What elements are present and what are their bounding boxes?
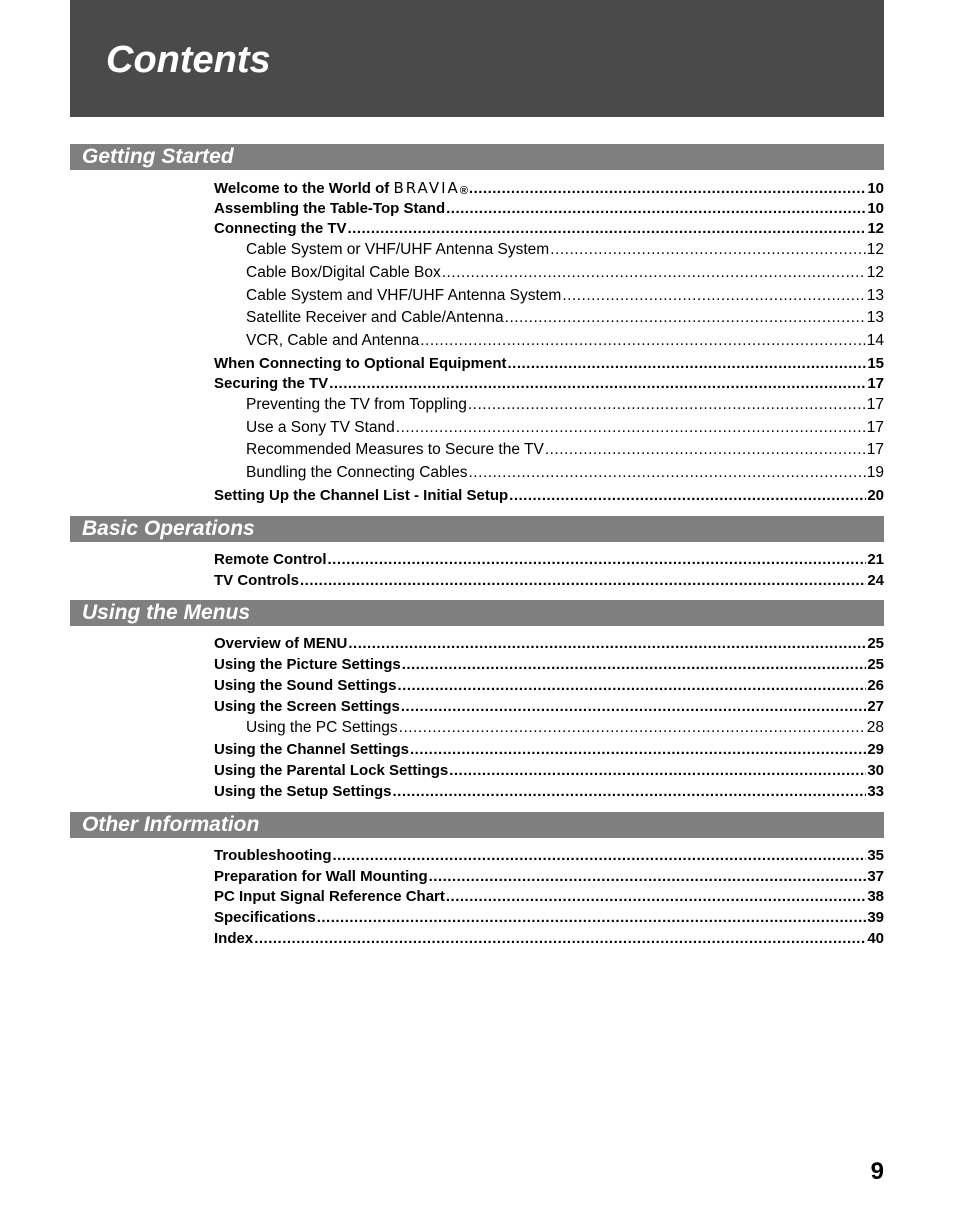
toc-entry-page: 17 [867,375,884,392]
dot-leader [401,697,866,717]
dot-leader [468,395,866,415]
toc-entry-page: 24 [867,572,884,589]
dot-leader [446,199,866,219]
toc-entry-page: 26 [867,677,884,694]
toc-entry-page: 25 [867,656,884,673]
toc-entry[interactable] [214,199,884,219]
toc-entry-label: Using the Parental Lock Settings [214,762,449,779]
dot-leader [328,550,867,570]
dot-leader [254,929,866,949]
toc-entry[interactable] [246,263,884,283]
toc-entry-label: Assembling the Table-Top Stand [214,200,446,217]
dot-leader [550,240,866,260]
toc-entry[interactable] [246,240,884,260]
toc-entry[interactable] [214,697,884,717]
toc-entry[interactable] [214,782,884,802]
toc-entry[interactable] [246,308,884,328]
toc-entry-page: 15 [867,355,884,372]
toc-entry[interactable] [246,418,884,438]
toc-entry[interactable] [214,887,884,907]
dot-leader [509,486,866,506]
toc-entry-page: 28 [866,719,884,736]
toc-entry-label: Welcome to the World of BRAVIA® [214,179,468,197]
page-title: Contents [106,39,271,81]
toc-entry[interactable] [214,374,884,394]
toc-entry-page: 21 [867,551,884,568]
toc-entry-label: When Connecting to Optional Equipment [214,355,507,372]
toc-entry-label: Specifications [214,909,316,926]
toc-entry-label: Connecting the TV [214,220,347,237]
toc-entry-label: Cable System and VHF/UHF Antenna System [246,287,562,304]
toc-entry-page: 17 [866,441,884,458]
bravia-logo: BRAVIA [393,179,460,197]
toc-entry-label: VCR, Cable and Antenna [246,332,420,349]
dot-leader [410,740,866,760]
toc-entry-label: Recommended Measures to Secure the TV [246,441,544,458]
dot-leader [402,655,867,675]
dot-leader [468,463,865,483]
toc-entry-page: 37 [867,868,884,885]
toc-entry-label: Using the Picture Settings [214,656,401,673]
dot-leader [398,676,867,696]
toc-entry[interactable] [214,676,884,696]
toc-entry-page: 40 [867,930,884,947]
dot-leader [449,761,866,781]
section-getting-started [70,144,884,504]
toc-entry-label: Cable System or VHF/UHF Antenna System [246,241,550,258]
toc-entry[interactable] [214,908,884,928]
toc-entry[interactable] [214,219,884,239]
toc-entry-label: Setting Up the Channel List - Initial Setup [214,487,509,504]
toc-entry-label: Using the Sound Settings [214,677,397,694]
section-heading: Basic Operations [70,516,884,542]
toc-entry[interactable] [246,286,884,306]
dot-leader [545,440,866,460]
toc-entry-label: Use a Sony TV Stand [246,419,395,436]
dot-leader [505,308,866,328]
dot-leader [429,867,867,887]
toc-entry[interactable] [214,867,884,887]
dot-leader [562,286,865,306]
toc-entry-page: 14 [866,332,884,349]
toc-entry-label: Using the Channel Settings [214,741,410,758]
section-other-information [70,812,884,947]
toc-entry-label: Index [214,930,254,947]
toc-entry-label: Troubleshooting [214,847,332,864]
toc-entry[interactable] [214,740,884,760]
section-heading: Getting Started [70,144,884,170]
dot-leader [442,263,866,283]
section-basic-operations [70,516,884,589]
dot-leader [333,846,867,866]
toc-entry-page: 30 [867,762,884,779]
dot-leader [399,718,866,738]
toc-entry-label: Using the Screen Settings [214,698,400,715]
toc-entry-page: 12 [866,264,884,281]
toc-entry-page: 10 [867,180,884,197]
toc-entry-label: Using the PC Settings [246,719,398,736]
toc-entry-page: 17 [866,419,884,436]
toc-entry[interactable] [214,571,884,591]
toc-entry-page: 12 [866,241,884,258]
toc-entry[interactable] [246,331,884,351]
dot-leader [329,374,866,394]
toc-entry-label: Satellite Receiver and Cable/Antenna [246,309,504,326]
toc-entry[interactable] [214,655,884,675]
toc-entry[interactable] [214,761,884,781]
toc-entry-page: 13 [866,309,884,326]
toc-entry-label: Preventing the TV from Toppling [246,396,467,413]
dot-leader [317,908,867,928]
section-heading: Other Information [70,812,884,838]
toc-entry-label: Using the Setup Settings [214,783,392,800]
toc-entry-label: Securing the TV [214,375,329,392]
toc-entry-page: 10 [867,200,884,217]
toc-entry[interactable] [246,440,884,460]
toc-entry[interactable] [246,463,884,483]
page-number: 9 [870,1158,884,1185]
toc-entry-page: 27 [867,698,884,715]
dot-leader [348,219,867,239]
toc-entry[interactable] [214,178,884,198]
toc-entry-label: TV Controls [214,572,299,589]
dot-leader [393,782,867,802]
toc-entry[interactable] [246,718,884,738]
toc-entry-label: Preparation for Wall Mounting [214,868,428,885]
dot-leader [420,331,866,351]
toc-entry-page: 33 [867,783,884,800]
toc-entry-page: 39 [867,909,884,926]
toc-entry-page: 38 [867,888,884,905]
dot-leader [396,418,866,438]
toc-entry[interactable] [214,929,884,949]
toc-entry[interactable] [246,395,884,415]
dot-leader [348,634,866,654]
toc-entry-page: 12 [867,220,884,237]
toc-entry[interactable] [214,486,884,506]
toc-entry-page: 35 [867,847,884,864]
toc-entry[interactable] [214,354,884,374]
toc-entry[interactable] [214,634,884,654]
dot-leader [300,571,866,591]
toc-entry-page: 29 [867,741,884,758]
section-heading: Using the Menus [70,600,884,626]
toc-entry-page: 20 [867,487,884,504]
toc-entry-page: 17 [866,396,884,413]
registered-mark: ® [459,185,468,197]
toc-entry[interactable] [214,550,884,570]
header-banner [70,0,884,117]
toc-entry-label: Remote Control [214,551,327,568]
dot-leader [446,887,866,907]
toc-entry-label: PC Input Signal Reference Chart [214,888,445,905]
toc-entry-label: Cable Box/Digital Cable Box [246,264,441,281]
toc-entry-label: Overview of MENU [214,635,348,652]
toc-entry[interactable] [214,846,884,866]
toc-entry-page: 25 [867,635,884,652]
toc-entry-page: 19 [866,464,884,481]
toc-entry-page: 13 [866,287,884,304]
section-using-the-menus [70,600,884,800]
dot-leader [469,179,866,199]
toc-entry-label: Bundling the Connecting Cables [246,464,468,481]
dot-leader [507,354,866,374]
